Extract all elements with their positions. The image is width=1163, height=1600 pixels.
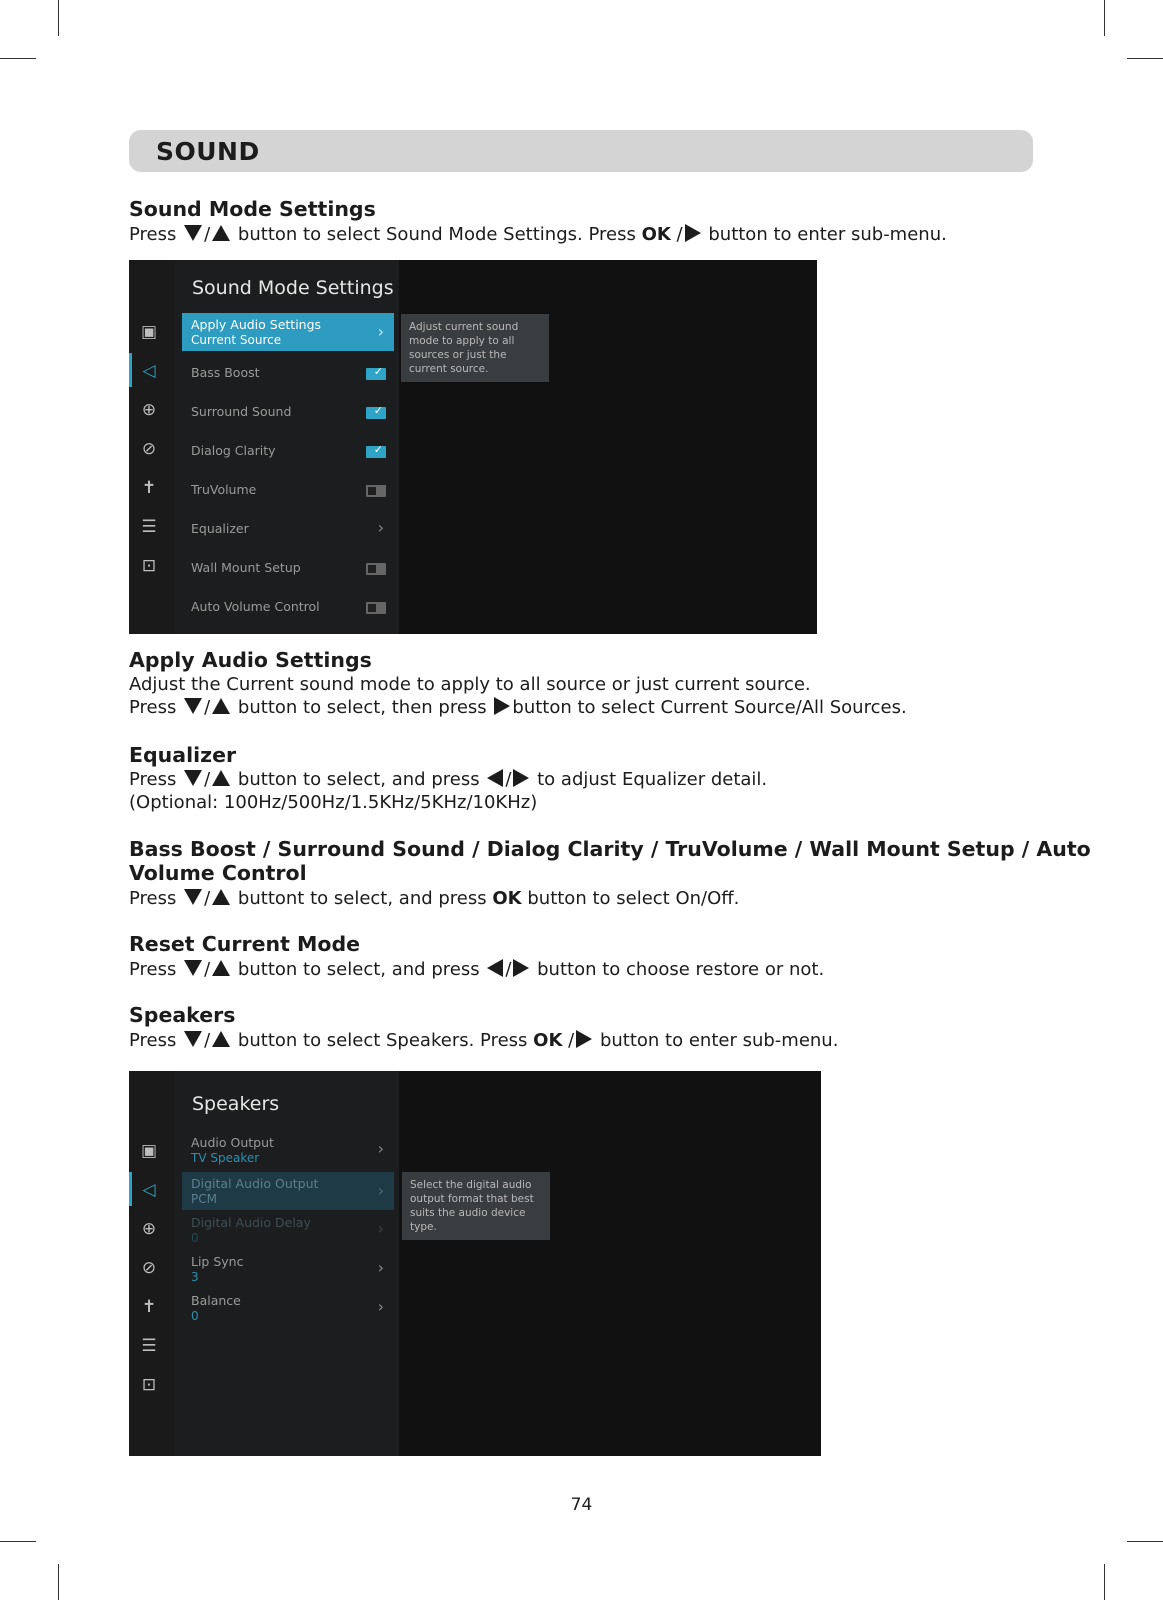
left-arrow-icon — [487, 769, 503, 787]
right-arrow-icon — [513, 769, 529, 787]
down-arrow-icon — [184, 225, 202, 241]
section-title: SOUND — [156, 137, 260, 166]
down-arrow-icon — [184, 1031, 202, 1047]
tooltip: Select the digital audio output format that best suits the audio device type. — [402, 1172, 550, 1240]
menu-title: Speakers — [192, 1093, 280, 1115]
toggle-off[interactable] — [366, 602, 386, 614]
crop-mark — [0, 58, 36, 59]
network-icon[interactable]: ⊕ — [141, 400, 157, 420]
chevron-right-icon: › — [377, 1139, 384, 1158]
menu-item-wall-mount[interactable]: Wall Mount Setup — [182, 554, 394, 584]
toggle-off[interactable] — [366, 563, 386, 575]
menu-item-audio-output[interactable]: Audio Output TV Speaker › — [191, 1135, 384, 1165]
text-sound-mode: Press / button to select Sound Mode Settings. Press OK / button to enter sub-menu. — [129, 224, 947, 245]
menu-item-lip-sync[interactable]: Lip Sync 3 › — [191, 1254, 384, 1284]
text-equalizer-1: Press / button to select, and press / to adjust Equalizer detail. — [129, 769, 768, 790]
chevron-right-icon: › — [377, 1258, 384, 1277]
accessibility-icon[interactable]: ✝ — [141, 1297, 157, 1317]
up-arrow-icon — [212, 225, 230, 241]
active-indicator — [129, 353, 132, 387]
left-arrow-icon — [487, 959, 503, 977]
up-arrow-icon — [212, 960, 230, 976]
crop-mark — [58, 0, 59, 36]
right-arrow-icon — [685, 224, 701, 242]
menu-item-truvolume[interactable]: TruVolume — [182, 476, 394, 506]
menu-item-auto-volume[interactable]: Auto Volume Control — [182, 593, 394, 623]
down-arrow-icon — [184, 698, 202, 714]
crop-mark — [1127, 1541, 1163, 1542]
text-equalizer-2: (Optional: 100Hz/500Hz/1.5KHz/5KHz/10KHz) — [129, 792, 538, 813]
up-arrow-icon — [212, 770, 230, 786]
chevron-right-icon: › — [377, 1219, 384, 1238]
heading-toggles-1: Bass Boost / Surround Sound / Dialog Clarity / TruVolume / Wall Mount Setup / Auto — [129, 837, 1091, 861]
picture-icon[interactable]: ▣ — [140, 322, 158, 342]
toggle-off[interactable] — [366, 485, 386, 497]
right-arrow-icon — [513, 959, 529, 977]
section-header — [129, 130, 1033, 172]
crop-mark — [1104, 0, 1105, 36]
system-icon[interactable]: ☰ — [141, 517, 157, 537]
heading-apply-audio: Apply Audio Settings — [129, 648, 372, 672]
tooltip: Adjust current sound mode to apply to all sources or just the current source. — [401, 314, 549, 382]
heading-toggles-2: Volume Control — [129, 861, 307, 885]
page-number: 74 — [570, 1495, 593, 1515]
channel-icon[interactable]: ⊡ — [141, 556, 157, 576]
checkbox-checked[interactable] — [366, 407, 386, 419]
crop-mark — [1127, 58, 1163, 59]
chevron-right-icon: › — [377, 518, 384, 537]
text-toggles: Press / buttont to select, and press OK button to select On/Off. — [129, 888, 740, 909]
picture-icon[interactable]: ▣ — [140, 1141, 158, 1161]
tv-screenshot-sound-mode — [129, 260, 817, 634]
up-arrow-icon — [212, 889, 230, 905]
active-indicator — [129, 1172, 132, 1206]
heading-sound-mode: Sound Mode Settings — [129, 197, 376, 221]
up-arrow-icon — [212, 698, 230, 714]
text-apply-audio-1: Adjust the Current sound mode to apply to all source or just current source. — [129, 674, 811, 695]
text-speakers: Press / button to select Speakers. Press OK / button to enter sub-menu. — [129, 1030, 839, 1051]
menu-item-bass-boost[interactable]: Bass Boost ✓ — [182, 359, 394, 389]
text-apply-audio-2: Press / button to select, then press button to select Current Source/All Sources. — [129, 697, 907, 718]
general-icon[interactable]: ⊘ — [141, 1258, 157, 1278]
crop-mark — [58, 1564, 59, 1600]
chevron-right-icon: › — [377, 1297, 384, 1316]
menu-item-surround[interactable]: Surround Sound ✓ — [182, 398, 394, 428]
menu-title: Sound Mode Settings — [192, 277, 394, 299]
checkbox-checked[interactable] — [366, 446, 386, 458]
network-icon[interactable]: ⊕ — [141, 1219, 157, 1239]
accessibility-icon[interactable]: ✝ — [141, 478, 157, 498]
menu-item-dialog-clarity[interactable]: Dialog Clarity ✓ — [182, 437, 394, 467]
system-icon[interactable]: ☰ — [141, 1336, 157, 1356]
up-arrow-icon — [212, 1031, 230, 1047]
sound-icon[interactable]: ◁ — [142, 361, 156, 381]
crop-mark — [1104, 1564, 1105, 1600]
menu-item-equalizer[interactable]: Equalizer › — [191, 518, 384, 537]
menu-item-digital-audio-delay[interactable]: Digital Audio Delay 0 › — [191, 1215, 384, 1245]
down-arrow-icon — [184, 770, 202, 786]
menu-item-digital-audio-output[interactable]: Digital Audio Output PCM › — [182, 1172, 394, 1210]
general-icon[interactable]: ⊘ — [141, 439, 157, 459]
text-reset: Press / button to select, and press / button to choose restore or not. — [129, 959, 825, 980]
down-arrow-icon — [184, 889, 202, 905]
tv-screenshot-speakers — [129, 1071, 821, 1456]
checkbox-checked[interactable] — [366, 368, 386, 380]
heading-equalizer: Equalizer — [129, 743, 237, 767]
channel-icon[interactable]: ⊡ — [141, 1375, 157, 1395]
menu-item-apply-audio[interactable]: Apply Audio Settings Current Source › — [182, 313, 394, 351]
menu-item-balance[interactable]: Balance 0 › — [191, 1293, 384, 1323]
chevron-right-icon: › — [377, 1181, 384, 1200]
right-arrow-icon — [576, 1030, 592, 1048]
chevron-right-icon: › — [377, 322, 384, 341]
crop-mark — [0, 1541, 36, 1542]
heading-reset: Reset Current Mode — [129, 932, 361, 956]
right-arrow-icon — [494, 697, 510, 715]
heading-speakers: Speakers — [129, 1003, 236, 1027]
sound-icon[interactable]: ◁ — [142, 1180, 156, 1200]
down-arrow-icon — [184, 960, 202, 976]
